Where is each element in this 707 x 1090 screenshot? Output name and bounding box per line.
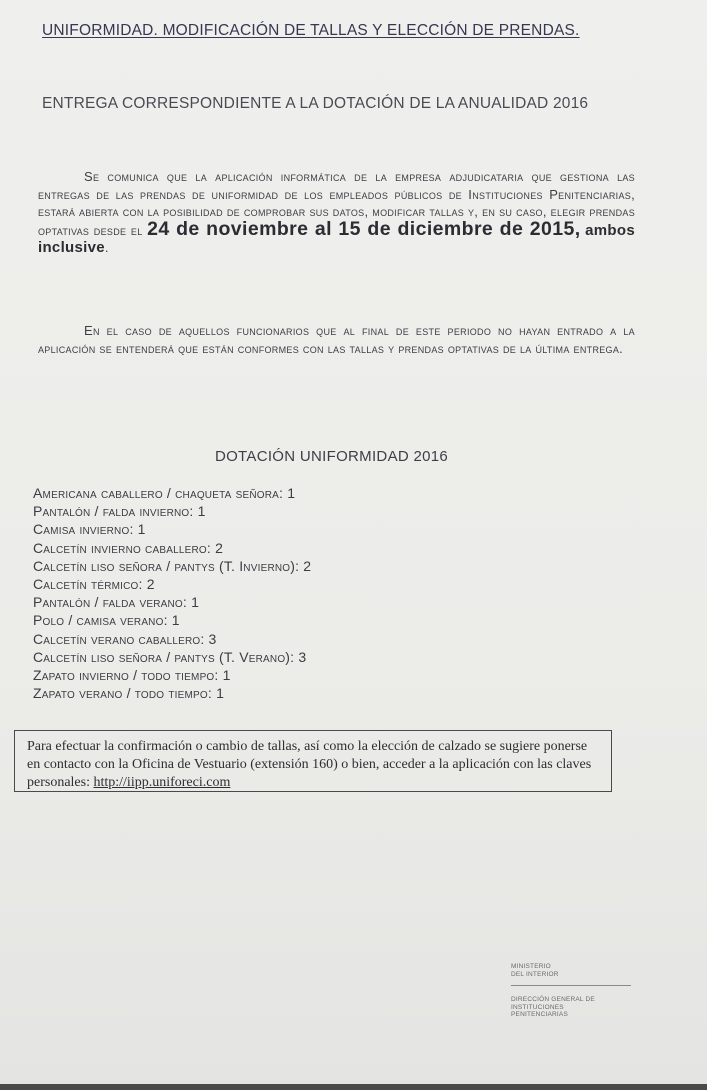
ministry-name-line: MINISTERIO	[511, 963, 551, 970]
conformity-paragraph	[38, 322, 635, 357]
date-range-highlight: 24 de noviembre al 15 de diciembre de 2015,	[147, 217, 581, 240]
list-item: Calcetín invierno caballero: 2	[33, 539, 224, 556]
announcement-end: .	[104, 240, 109, 255]
directorate-name-line: INSTITUCIONES	[511, 1003, 564, 1011]
list-item: Americana caballero / chaqueta señora: 1	[33, 485, 296, 501]
list-item: Zapato invierno / todo tiempo: 1	[33, 667, 231, 684]
list-item: Polo / camisa verano: 1	[33, 612, 180, 629]
directorate-name-line: DIRECCIÓN GENERAL DE	[511, 996, 595, 1003]
list-item: Camisa invierno: 1	[33, 521, 146, 538]
list-item: Pantalón / falda invierno: 1	[33, 503, 206, 520]
ministry-name-line: DEL INTERIOR	[511, 970, 559, 978]
announcement-paragraph	[38, 168, 635, 257]
announcement-text: Se comunica que la aplicación informática de la empresa adjudicataria que gestiona las entregas de las prendas de uniformidad de los empleados públicos de Instituciones Penitenciarias, estará abierta con la posibilidad de comprobar sus datos, modificar tallas y, en su caso, elegir prendas optativas desde el	[38, 169, 635, 238]
ministry-divider	[511, 985, 631, 986]
page-title: UNIFORMIDAD. MODIFICACIÓN DE TALLAS Y ELECCIÓN DE PRENDAS.	[42, 22, 580, 39]
ministry-logo-block	[511, 963, 636, 1019]
list-item: Calcetín liso señora / pantys (T. Verano): 3	[33, 648, 307, 665]
conformity-text: En el caso de aquellos funcionarios que al final de este periodo no hayan entrado a la aplicación se entenderá que están conformes con las tallas y prendas optativas de la última entrega.	[38, 323, 635, 356]
directorate-name-line: PENITENCIARIAS	[511, 1011, 568, 1018]
uniform-items-list	[33, 484, 633, 702]
page-subtitle: ENTREGA CORRESPONDIENTE A LA DOTACIÓN DE LA ANUALIDAD 2016	[42, 95, 589, 112]
application-link[interactable]: http://iipp.uniforeci.com	[93, 775, 231, 790]
inclusive-note: ambos inclusive	[38, 221, 635, 256]
list-item: Calcetín liso señora / pantys (T. Invierno): 2	[33, 557, 312, 574]
list-item: Pantalón / falda verano: 1	[33, 594, 200, 611]
list-item: Zapato verano / todo tiempo: 1	[33, 685, 225, 702]
list-item: Calcetín térmico: 2	[33, 576, 155, 593]
contact-note-text: Para efectuar la confirmación o cambio de tallas, así como la elección de calzado se sugiere ponerse en contacto con la Oficina de Vestuario (extensión 160) o bien, acceder a la aplicación con las claves personales:	[27, 739, 592, 790]
contact-note-box	[14, 730, 612, 792]
list-item: Calcetín verano caballero: 3	[33, 630, 217, 647]
list-title: DOTACIÓN UNIFORMIDAD 2016	[214, 448, 449, 465]
page-bottom-edge	[0, 1084, 707, 1090]
